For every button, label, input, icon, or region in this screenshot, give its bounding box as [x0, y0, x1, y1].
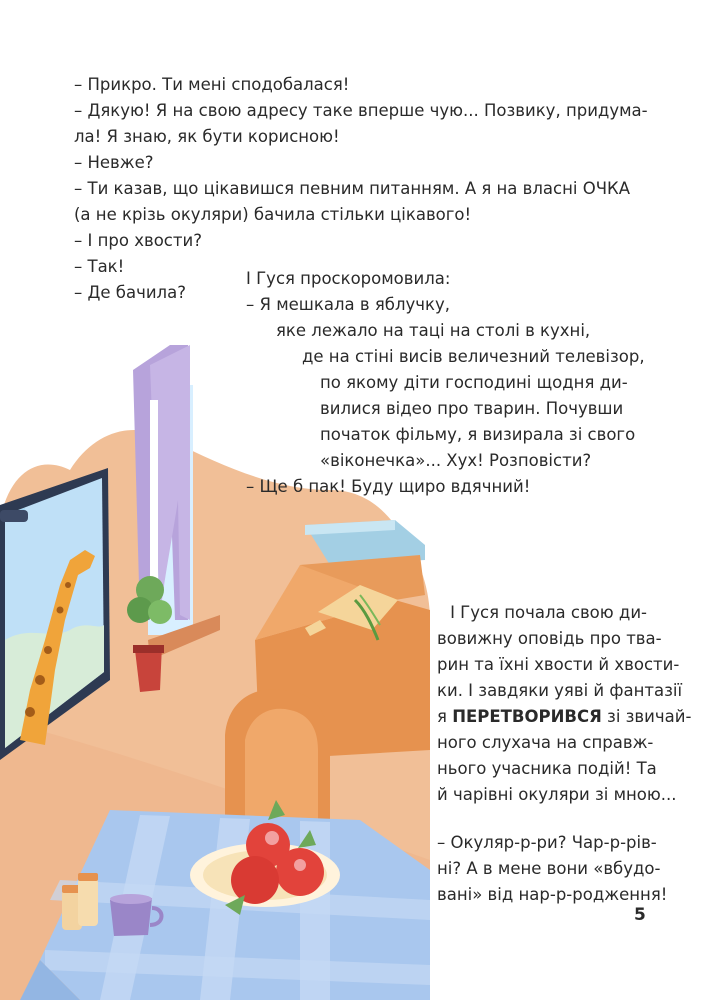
dialogue-line: – Ти казав, що цікавишся певним питанням. А я на власні ОЧКА	[74, 179, 631, 198]
story-line: по якому діти господині щодня ди-	[320, 373, 628, 392]
emphasis-word: ПЕРЕТВОРИВСЯ	[452, 707, 602, 726]
dialogue-line: – Невже?	[74, 153, 154, 172]
dialogue-line: – І про хвости?	[74, 231, 202, 250]
paragraph-line: вані» від нар-р-родження!	[437, 885, 668, 904]
paragraph-line: ки. І завдяки уяві й фантазії	[437, 681, 683, 700]
story-line: – Ще б пак! Буду щиро вдячний!	[246, 477, 531, 496]
paragraph-line: й чарівні окуляри зі мною...	[437, 785, 677, 804]
story-line: – Я мешкала в яблучку,	[246, 295, 450, 314]
dialogue-line: – Де бачила?	[74, 283, 186, 302]
paragraph-line: – Окуляр-р-ри? Чар-р-рів-	[437, 833, 657, 852]
paragraph-line: нього учасника подій! Та	[437, 759, 657, 778]
paragraph-line: ного слухача на справж-	[437, 733, 654, 752]
story-line: початок фільму, я визирала зі свого	[320, 425, 636, 444]
bottom-paragraph	[437, 830, 668, 908]
story-line: «віконечка»... Хух! Розповісти?	[320, 451, 592, 470]
paragraph-line: ні? А в мене вони «вбудо-	[437, 859, 661, 878]
paragraph-line: І Гуся почала свою ди-	[450, 603, 647, 622]
paragraph-line: рин та їхні хвости й хвости-	[437, 655, 680, 674]
dialogue-line: – Дякую! Я на свою адресу таке вперше чую... Позвику, придума-	[74, 101, 648, 120]
paragraph-line: вовижну оповідь про тва-	[437, 629, 662, 648]
story-line: де на стіні висів величезний телевізор,	[302, 347, 645, 366]
story-line: вилися відео про тварин. Почувши	[320, 399, 624, 418]
dialogue-line: ла! Я знаю, як бути корисною!	[74, 127, 340, 146]
dialogue-line: – Прикро. Ти мені сподобалася!	[74, 75, 350, 94]
story-line: І Гуся проскоромовила:	[246, 269, 451, 288]
right-paragraph	[437, 600, 692, 808]
paragraph-word: зі звичай-	[607, 707, 692, 726]
story-line: яке лежало на таці на столі в кухні,	[276, 321, 591, 340]
dialogue-line: (а не крізь окуляри) бачила стільки цікавого!	[74, 205, 472, 224]
page-number: 5	[634, 905, 646, 925]
paragraph-word: я	[437, 707, 447, 726]
paragraph-line	[437, 704, 692, 730]
dialogue-line: – Так!	[74, 257, 125, 276]
